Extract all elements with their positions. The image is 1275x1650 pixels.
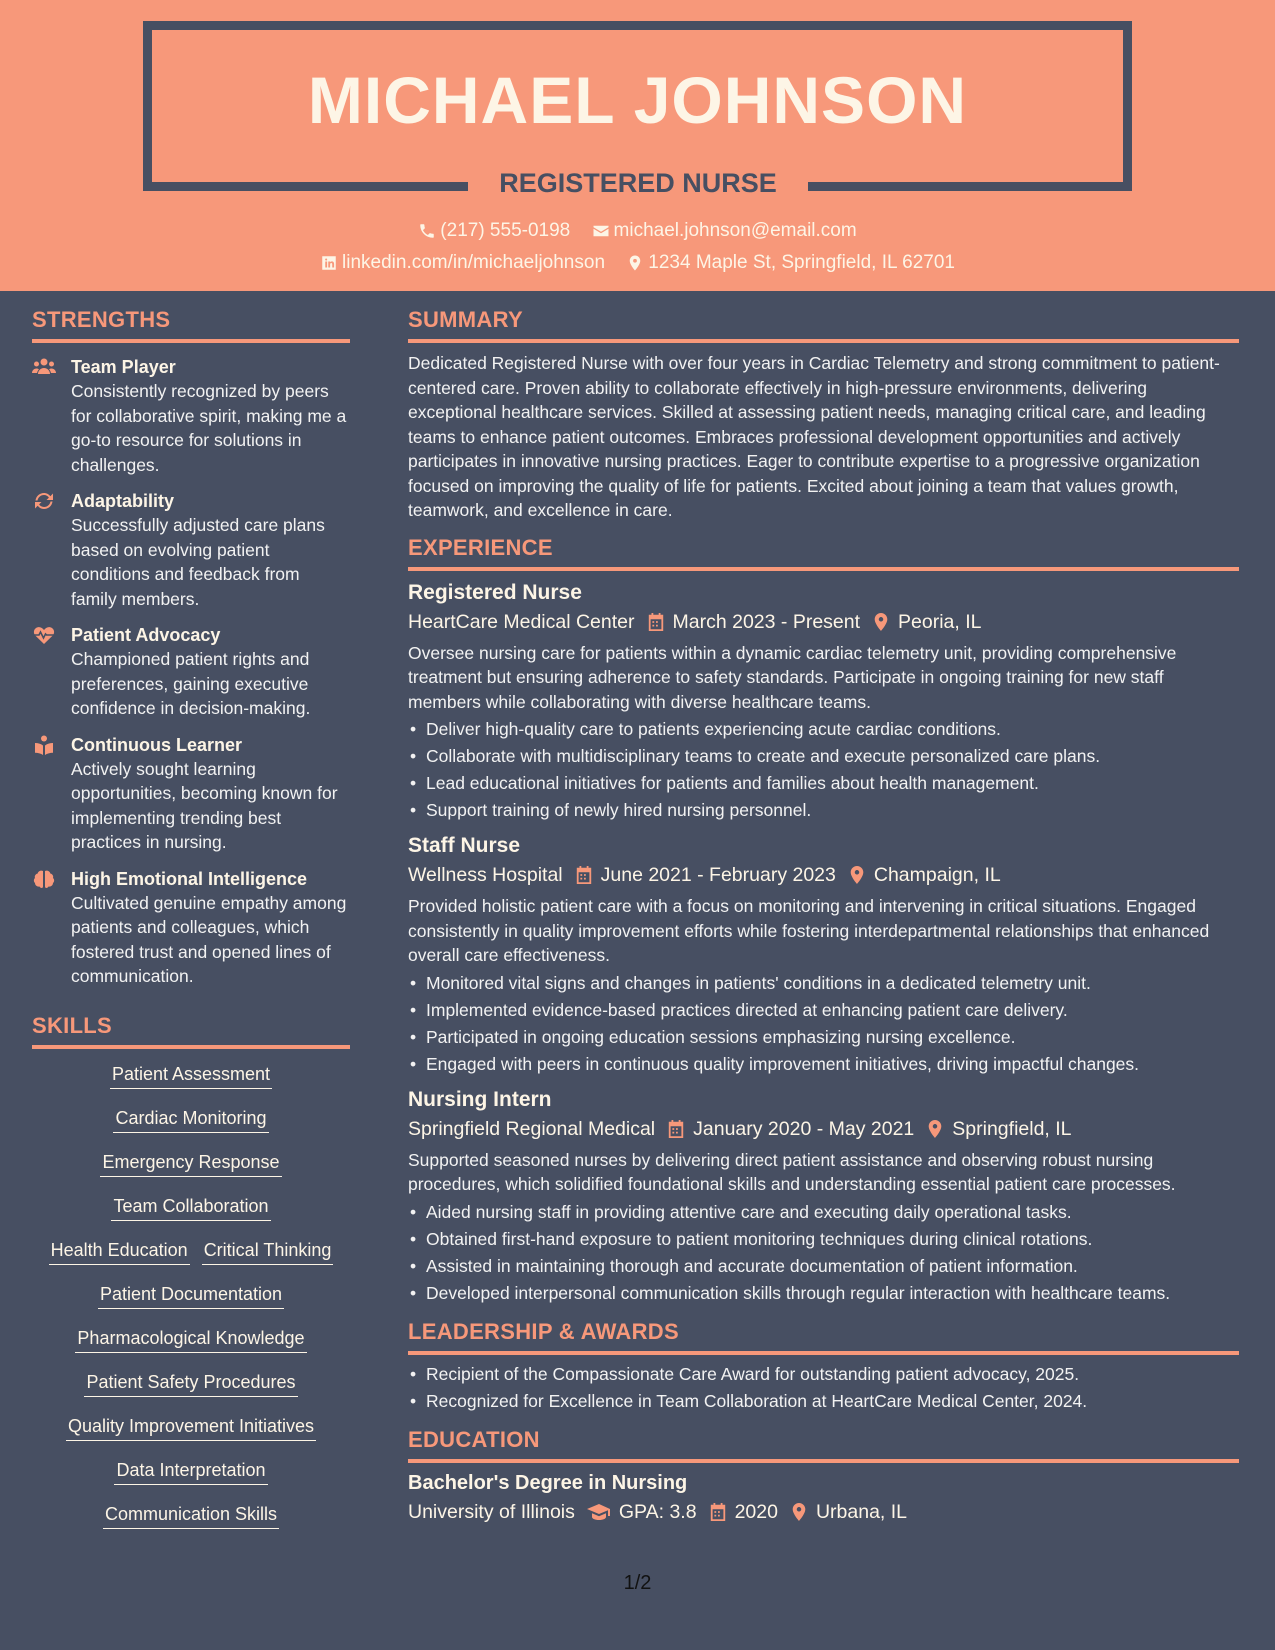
users-icon — [32, 357, 56, 377]
map-marker-icon — [848, 865, 866, 885]
job-entry — [408, 832, 1239, 1078]
job-location: Champaign, IL — [873, 864, 1001, 886]
strength-title: Team Player — [71, 357, 176, 377]
strength-item — [32, 867, 350, 989]
map-marker-icon — [626, 254, 644, 272]
map-marker-icon — [926, 1119, 944, 1139]
experience-section — [408, 535, 1239, 1307]
strength-desc: Consistently recognized by peers for collaborative spirit, making me a go-to resource for solutions in challenges. — [71, 381, 347, 475]
linkedin-contact[interactable] — [320, 252, 605, 274]
skill-tag: Quality Improvement Initiatives — [66, 1415, 316, 1441]
job-meta — [408, 1114, 1239, 1144]
job-meta — [408, 860, 1239, 890]
linkedin-text[interactable]: linkedin.com/in/michaeljohnson — [342, 252, 606, 273]
job-org: Wellness Hospital — [408, 864, 563, 886]
education-section — [408, 1427, 1239, 1527]
resume-header — [0, 0, 1275, 291]
skill-tag: Emergency Response — [100, 1151, 281, 1177]
summary-text: Dedicated Registered Nurse with over four years in Cardiac Telemetry and strong commitment to patient-centered care. Proven ability to collaborate effectively in high-pressure environments, delivering exceptional healthcare services. Skilled at assessing patient needs, managing critical care, and leading teams to enhance patient outcomes. Embraces professional development opportunities and actively participates in innovative nursing practices. Eager to contribute expertise to a progressive organization focused on improving the quality of life for patients. Excited about joining a team that values growth, teamwork, and excellence in care. — [408, 353, 1220, 520]
strength-desc: Championed patient rights and preferences, gaining executive confidence in decision-making. — [71, 649, 311, 718]
skill-tag: Team Collaboration — [111, 1195, 270, 1221]
heartbeat-icon — [32, 625, 56, 645]
job-bullets — [408, 1199, 1239, 1307]
skill-tag: Data Interpretation — [114, 1459, 267, 1485]
job-entry — [408, 579, 1239, 825]
graduation-cap-icon — [587, 1502, 611, 1522]
contact-row-1 — [0, 220, 1275, 246]
experience-heading: EXPERIENCE — [408, 535, 1239, 571]
strength-title: Patient Advocacy — [71, 625, 221, 645]
education-meta — [408, 1497, 1239, 1527]
job-role: Staff Nurse — [408, 834, 521, 857]
list-item: • Aided nursing staff in providing attentive care and executing daily operational tasks. — [408, 1199, 1239, 1226]
strength-title: Adaptability — [71, 491, 175, 511]
list-item: • Implemented evidence-based practices directed at enhancing patient care delivery. — [408, 997, 1239, 1024]
strength-desc: Cultivated genuine empathy among patients and colleagues, which fostered trust and opened lines of communication. — [71, 892, 347, 986]
education-degree: Bachelor's Degree in Nursing — [408, 1471, 688, 1494]
calendar-icon — [667, 1119, 685, 1139]
job-org: Springfield Regional Medical — [408, 1117, 656, 1140]
job-location: Peoria, IL — [898, 610, 982, 633]
education-heading: EDUCATION — [408, 1427, 1239, 1463]
education-gpa: GPA: 3.8 — [618, 1500, 697, 1523]
list-item: • Recipient of the Compassionate Care Award for outstanding patient advocacy, 2025. — [408, 1361, 1239, 1388]
phone-icon — [418, 222, 436, 240]
list-item: • Collaborate with multidisciplinary teams to create and execute personalized care plans. — [408, 743, 1239, 770]
map-marker-icon — [872, 612, 890, 632]
education-school: University of Illinois — [408, 1500, 575, 1523]
skill-tag: Communication Skills — [103, 1503, 279, 1529]
job-title: REGISTERED NURSE — [468, 163, 808, 203]
job-entry — [408, 1086, 1239, 1307]
skill-tag: Critical Thinking — [202, 1239, 334, 1265]
list-item: • Deliver high-quality care to patients experiencing acute cardiac conditions. — [408, 716, 1239, 743]
leadership-heading: LEADERSHIP & AWARDS — [408, 1319, 1239, 1355]
address-contact — [626, 252, 955, 274]
job-meta — [408, 607, 1239, 637]
skill-tag: Health Education — [49, 1239, 190, 1265]
skill-tag: Cardiac Monitoring — [113, 1107, 268, 1133]
education-year: 2020 — [734, 1500, 778, 1523]
list-item: • Support training of newly hired nursing personnel. — [408, 797, 1239, 824]
list-item: • Developed interpersonal communication skills through regular interaction with healthcare teams. — [408, 1280, 1239, 1307]
skills-list — [32, 1063, 350, 1547]
strength-item — [32, 623, 350, 721]
job-bullets — [408, 716, 1239, 824]
skill-tag: Patient Assessment — [110, 1063, 272, 1089]
list-item: • Recognized for Excellence in Team Collaboration at HeartCare Medical Center, 2024. — [408, 1388, 1239, 1415]
strength-desc: Successfully adjusted care plans based on evolving patient conditions and feedback from family members. — [71, 515, 325, 609]
strength-item — [32, 489, 350, 611]
job-dates: January 2020 - May 2021 — [693, 1117, 915, 1140]
left-column — [32, 291, 350, 1547]
job-org: HeartCare Medical Center — [408, 610, 635, 633]
skill-tag: Pharmacological Knowledge — [75, 1327, 306, 1353]
leadership-section — [408, 1319, 1239, 1415]
sync-icon — [32, 491, 56, 511]
calendar-icon — [709, 1502, 727, 1522]
list-item: • Engaged with peers in continuous quality improvement initiatives, driving impactful changes. — [408, 1051, 1239, 1078]
right-column — [408, 291, 1239, 1531]
address-text: 1234 Maple St, Springfield, IL 62701 — [648, 252, 955, 273]
strengths-heading: STRENGTHS — [32, 307, 350, 343]
calendar-icon — [647, 612, 665, 632]
list-item: • Obtained first-hand exposure to patient monitoring techniques during clinical rotations. — [408, 1226, 1239, 1253]
candidate-name: MICHAEL JOHNSON — [307, 63, 968, 137]
book-reader-icon — [32, 735, 56, 755]
calendar-icon — [575, 865, 593, 885]
skill-tag: Patient Documentation — [98, 1283, 284, 1309]
strength-desc: Actively sought learning opportunities, becoming known for implementing trending best practices in nursing. — [71, 758, 338, 852]
contact-row-2 — [0, 252, 1275, 278]
job-dates: March 2023 - Present — [672, 610, 861, 633]
leadership-bullets — [408, 1361, 1239, 1415]
linkedin-icon — [320, 254, 338, 272]
job-desc: Supported seasoned nurses by delivering direct patient assistance and observing robust nursing procedures, which solidified foundational skills and understanding essential patient care processes. — [408, 1149, 1176, 1194]
email-text[interactable]: michael.johnson@email.com — [613, 220, 857, 241]
phone-contact — [418, 220, 570, 242]
skill-tag: Patient Safety Procedures — [84, 1371, 297, 1397]
map-marker-icon — [790, 1502, 808, 1522]
skills-heading: SKILLS — [32, 1013, 350, 1049]
phone-text: (217) 555-0198 — [440, 220, 571, 241]
job-location: Springfield, IL — [952, 1117, 1072, 1140]
envelope-icon — [592, 222, 610, 240]
strength-title: High Emotional Intelligence — [71, 868, 308, 889]
brain-icon — [32, 869, 56, 889]
page-number: 1/2 — [623, 1572, 652, 1594]
list-item: • Monitored vital signs and changes in patients' conditions in a dedicated telemetry unit. — [408, 970, 1239, 997]
job-desc: Oversee nursing care for patients within a dynamic cardiac telemetry unit, providing comprehensive treatment but ensuring adherence to safety standards. Participate in ongoing training for new staff members while collaborating with diverse healthcare teams. — [408, 642, 1177, 712]
summary-heading: SUMMARY — [408, 307, 1239, 343]
list-item: • Lead educational initiatives for patients and families about health management. — [408, 770, 1239, 797]
job-desc: Provided holistic patient care with a focus on monitoring and intervening in critical situations. Engaged consistently in quality improvement efforts while fostering interdepartmental relationships that enhanced overall care effectiveness. — [408, 896, 1210, 965]
strength-item — [32, 733, 350, 855]
email-contact[interactable] — [592, 220, 857, 242]
list-item: • Participated in ongoing education sessions emphasizing nursing excellence. — [408, 1024, 1239, 1051]
job-role: Registered Nurse — [408, 580, 582, 604]
strength-item — [32, 355, 350, 477]
education-location: Urbana, IL — [815, 1500, 908, 1523]
job-bullets — [408, 970, 1239, 1078]
job-role: Nursing Intern — [408, 1087, 552, 1111]
job-dates: June 2021 - February 2023 — [600, 864, 836, 886]
strength-title: Continuous Learner — [71, 734, 243, 755]
list-item: • Assisted in maintaining thorough and accurate documentation of patient information. — [408, 1253, 1239, 1280]
